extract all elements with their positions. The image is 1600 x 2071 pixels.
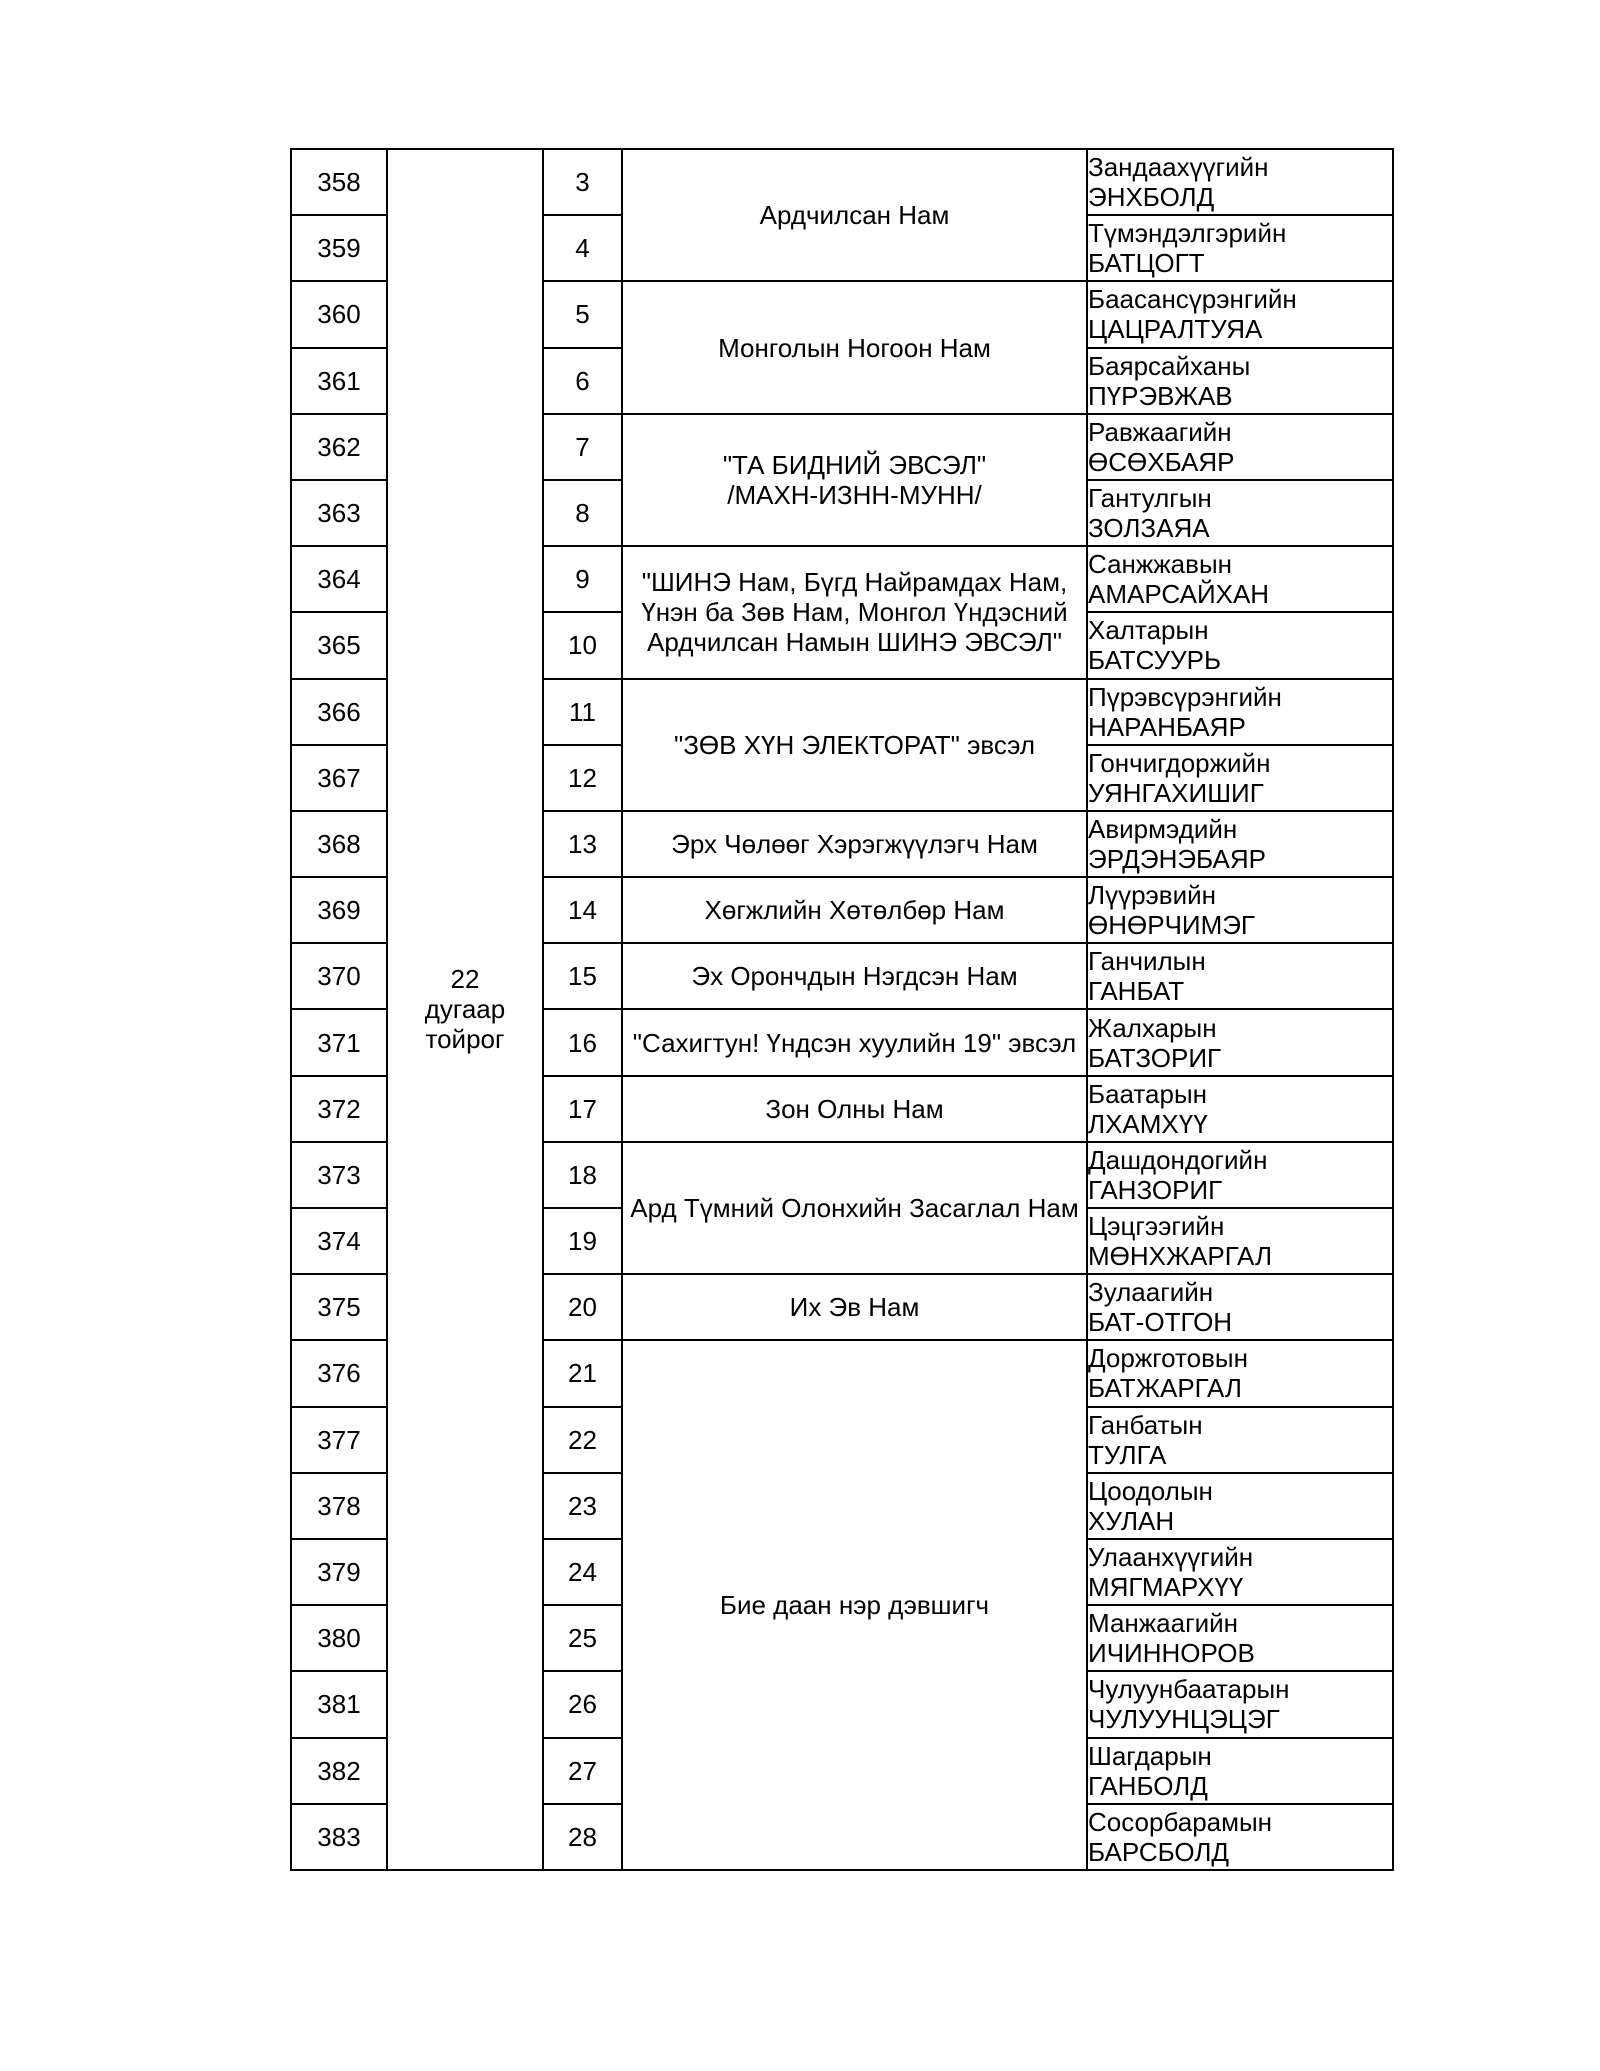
party-name-line: /МАХН-ИЗНН-МУНН/ <box>727 479 982 510</box>
candidate-name-cell <box>1087 1605 1393 1671</box>
ballot-number: 22 <box>543 1407 622 1473</box>
candidate-surname: ГАНЗОРИГ <box>1088 1174 1223 1205</box>
party-name-line: Үнэн ба Зөв Нам, Монгол Үндэсний <box>641 597 1068 628</box>
candidate-name-cell <box>1087 745 1393 811</box>
candidate-name-cell <box>1087 1407 1393 1473</box>
candidate-given-name: Цоодолын <box>1088 1475 1213 1506</box>
ballot-number: 8 <box>543 480 622 546</box>
ballot-number: 3 <box>543 149 622 215</box>
candidate-surname: ЭРДЭНЭБАЯР <box>1088 843 1267 874</box>
ballot-number: 28 <box>543 1804 622 1870</box>
candidate-surname: МЯГМАРХҮҮ <box>1088 1572 1244 1603</box>
candidate-name-cell <box>1087 215 1393 281</box>
district-cell: 22 дугаар тойрог <box>387 149 543 1870</box>
candidate-name-cell <box>1087 811 1393 877</box>
ballot-number: 11 <box>543 679 622 745</box>
candidate-table <box>290 148 1394 1871</box>
party-name-cell <box>622 679 1087 811</box>
candidate-surname: ХУЛАН <box>1088 1505 1175 1536</box>
candidate-given-name: Дашдондогийн <box>1088 1144 1268 1175</box>
ballot-number: 4 <box>543 215 622 281</box>
candidate-surname: БАТСУУРЬ <box>1088 645 1222 676</box>
ballot-number: 12 <box>543 745 622 811</box>
row-number: 379 <box>291 1539 387 1605</box>
party-name-line: Хөгжлийн Хөтөлбөр Нам <box>704 895 1005 926</box>
party-name-line: Их Эв Нам <box>789 1292 920 1323</box>
candidate-given-name: Манжаагийн <box>1088 1608 1238 1639</box>
table-row <box>291 149 1393 215</box>
row-number: 371 <box>291 1009 387 1075</box>
candidate-surname: БАТЗОРИГ <box>1088 1042 1222 1073</box>
row-number: 376 <box>291 1340 387 1406</box>
candidate-name-cell <box>1087 1473 1393 1539</box>
ballot-number: 18 <box>543 1142 622 1208</box>
party-name-cell <box>622 811 1087 877</box>
party-name-line: "ЗӨВ ХҮН ЭЛЕКТОРАТ" эвсэл <box>673 729 1036 760</box>
ballot-number: 15 <box>543 943 622 1009</box>
candidate-name-cell <box>1087 546 1393 612</box>
candidate-given-name: Түмэндэлгэрийн <box>1088 218 1287 249</box>
row-number: 362 <box>291 414 387 480</box>
candidate-name-cell <box>1087 1539 1393 1605</box>
ballot-number: 10 <box>543 612 622 678</box>
ballot-number: 17 <box>543 1076 622 1142</box>
row-number: 383 <box>291 1804 387 1870</box>
row-number: 378 <box>291 1473 387 1539</box>
row-number: 364 <box>291 546 387 612</box>
candidate-name-cell <box>1087 414 1393 480</box>
ballot-number: 26 <box>543 1671 622 1737</box>
row-number: 380 <box>291 1605 387 1671</box>
candidate-name-cell <box>1087 1208 1393 1274</box>
ballot-number: 6 <box>543 348 622 414</box>
row-number: 361 <box>291 348 387 414</box>
candidate-name-cell <box>1087 612 1393 678</box>
ballot-number: 24 <box>543 1539 622 1605</box>
ballot-number: 19 <box>543 1208 622 1274</box>
candidate-surname: ЦАЦРАЛТУЯА <box>1088 314 1263 345</box>
ballot-number: 23 <box>543 1473 622 1539</box>
row-number: 377 <box>291 1407 387 1473</box>
party-name-line: "ТА БИДНИЙ ЭВСЭЛ" <box>722 449 987 480</box>
candidate-given-name: Халтарын <box>1088 615 1209 646</box>
party-name-cell <box>622 149 1087 281</box>
candidate-name-cell <box>1087 1340 1393 1406</box>
candidate-surname: ЗОЛЗАЯА <box>1088 513 1210 544</box>
candidate-surname: БАРСБОЛД <box>1088 1836 1230 1867</box>
party-name-line: Эх Орончдын Нэгдсэн Нам <box>691 961 1018 992</box>
ballot-number: 16 <box>543 1009 622 1075</box>
row-number: 369 <box>291 877 387 943</box>
candidate-name-cell <box>1087 1142 1393 1208</box>
candidate-name-cell <box>1087 1274 1393 1340</box>
candidate-given-name: Лүүрэвийн <box>1088 880 1217 911</box>
candidate-given-name: Санжжавын <box>1088 549 1232 580</box>
candidate-surname: АМАРСАЙХАН <box>1088 579 1270 610</box>
candidate-given-name: Цэцгээгийн <box>1088 1211 1225 1242</box>
party-name-cell <box>622 1142 1087 1274</box>
candidate-surname: МӨНХЖАРГАЛ <box>1088 1241 1273 1272</box>
row-number: 359 <box>291 215 387 281</box>
candidate-surname: БАТЦОГТ <box>1088 248 1205 279</box>
candidate-given-name: Баатарын <box>1088 1078 1207 1109</box>
candidate-given-name: Доржготовын <box>1088 1343 1248 1374</box>
candidate-surname: ӨСӨХБАЯР <box>1088 446 1235 477</box>
party-name-cell <box>622 281 1087 413</box>
party-name-line: Ардчилсан Нам <box>759 200 950 231</box>
party-name-cell <box>622 1009 1087 1075</box>
candidate-surname: ЛХАМХҮҮ <box>1088 1108 1208 1139</box>
ballot-number: 5 <box>543 281 622 347</box>
party-name-line: "ШИНЭ Нам, Бүгд Найрамдах Нам, <box>641 567 1068 598</box>
row-number: 372 <box>291 1076 387 1142</box>
candidate-name-cell <box>1087 1009 1393 1075</box>
row-number: 363 <box>291 480 387 546</box>
row-number: 381 <box>291 1671 387 1737</box>
candidate-given-name: Зандаахүүгийн <box>1088 152 1269 183</box>
candidate-surname: ТУЛГА <box>1088 1439 1167 1470</box>
row-number: 358 <box>291 149 387 215</box>
candidate-given-name: Улаанхүүгийн <box>1088 1542 1254 1573</box>
candidate-surname: ЭНХБОЛД <box>1088 182 1215 213</box>
row-number: 373 <box>291 1142 387 1208</box>
candidate-name-cell <box>1087 348 1393 414</box>
row-number: 368 <box>291 811 387 877</box>
ballot-number: 20 <box>543 1274 622 1340</box>
candidate-surname: БАТЖАРГАЛ <box>1088 1373 1242 1404</box>
party-name-cell <box>622 546 1087 678</box>
candidate-given-name: Сосорбарамын <box>1088 1806 1273 1837</box>
candidate-surname: УЯНГАХИШИГ <box>1088 777 1264 808</box>
ballot-number: 21 <box>543 1340 622 1406</box>
candidate-table-body <box>291 149 1393 1870</box>
row-number: 367 <box>291 745 387 811</box>
candidate-given-name: Гончигдоржийн <box>1088 747 1271 778</box>
candidate-name-cell <box>1087 281 1393 347</box>
party-name-line: Ард Түмний Олонхийн Засаглал Нам <box>630 1193 1079 1223</box>
ballot-number: 14 <box>543 877 622 943</box>
party-name-cell <box>622 877 1087 943</box>
party-name-line: Зон Олны Нам <box>765 1093 944 1124</box>
row-number: 366 <box>291 679 387 745</box>
candidate-given-name: Жалхарын <box>1088 1012 1217 1043</box>
party-name-cell <box>622 943 1087 1009</box>
party-name-line: Бие даан нэр дэвшигч <box>719 1590 990 1621</box>
candidate-name-cell <box>1087 480 1393 546</box>
party-name-line: Монголын Ногоон Нам <box>718 332 991 363</box>
candidate-given-name: Зулаагийн <box>1088 1277 1214 1308</box>
party-name-cell <box>622 414 1087 546</box>
candidate-surname: ИЧИННОРОВ <box>1088 1638 1255 1669</box>
candidate-given-name: Шагдарын <box>1088 1740 1212 1771</box>
party-name-line: Ардчилсан Намын ШИНЭ ЭВСЭЛ" <box>646 627 1062 658</box>
candidate-given-name: Чулуунбаатарын <box>1088 1674 1290 1705</box>
candidate-surname: НАРАНБАЯР <box>1088 711 1246 742</box>
ballot-number: 25 <box>543 1605 622 1671</box>
candidate-surname: ПҮРЭВЖАВ <box>1088 380 1233 411</box>
candidate-name-cell <box>1087 1671 1393 1737</box>
candidate-given-name: Ганчилын <box>1088 946 1206 977</box>
party-name-cell <box>622 1076 1087 1142</box>
party-name-line: Эрх Чөлөөг Хэрэгжүүлэгч Нам <box>671 828 1038 859</box>
party-name-cell <box>622 1274 1087 1340</box>
candidate-given-name: Баярсайханы <box>1088 350 1251 381</box>
ballot-number: 27 <box>543 1738 622 1804</box>
row-number: 365 <box>291 612 387 678</box>
candidate-given-name: Пүрэвсүрэнгийн <box>1088 681 1282 712</box>
candidate-given-name: Ганбатын <box>1088 1409 1203 1440</box>
candidate-given-name: Равжаагийн <box>1088 416 1232 447</box>
candidate-surname: ЧУЛУУНЦЭЦЭГ <box>1088 1704 1280 1735</box>
ballot-number: 7 <box>543 414 622 480</box>
ballot-number: 13 <box>543 811 622 877</box>
candidate-surname: ӨНӨРЧИМЭГ <box>1088 910 1256 941</box>
candidate-surname: БАТ-ОТГОН <box>1088 1307 1233 1338</box>
candidate-name-cell <box>1087 149 1393 215</box>
candidate-given-name: Баасансүрэнгийн <box>1088 284 1297 315</box>
row-number: 382 <box>291 1738 387 1804</box>
candidate-surname: ГАНБАТ <box>1088 976 1185 1007</box>
row-number: 370 <box>291 943 387 1009</box>
candidate-name-cell <box>1087 1076 1393 1142</box>
row-number: 360 <box>291 281 387 347</box>
candidate-name-cell <box>1087 943 1393 1009</box>
candidate-name-cell <box>1087 1804 1393 1870</box>
row-number: 374 <box>291 1208 387 1274</box>
candidate-name-cell <box>1087 877 1393 943</box>
candidate-given-name: Авирмэдийн <box>1088 813 1238 844</box>
party-name-cell <box>622 1340 1087 1870</box>
ballot-number: 9 <box>543 546 622 612</box>
candidate-given-name: Гантулгын <box>1088 483 1212 514</box>
candidate-name-cell <box>1087 1738 1393 1804</box>
party-name-line: "Сахигтун! Үндсэн хуулийн 19" эвсэл <box>632 1027 1077 1058</box>
candidate-surname: ГАНБОЛД <box>1088 1770 1208 1801</box>
candidate-name-cell <box>1087 679 1393 745</box>
row-number: 375 <box>291 1274 387 1340</box>
